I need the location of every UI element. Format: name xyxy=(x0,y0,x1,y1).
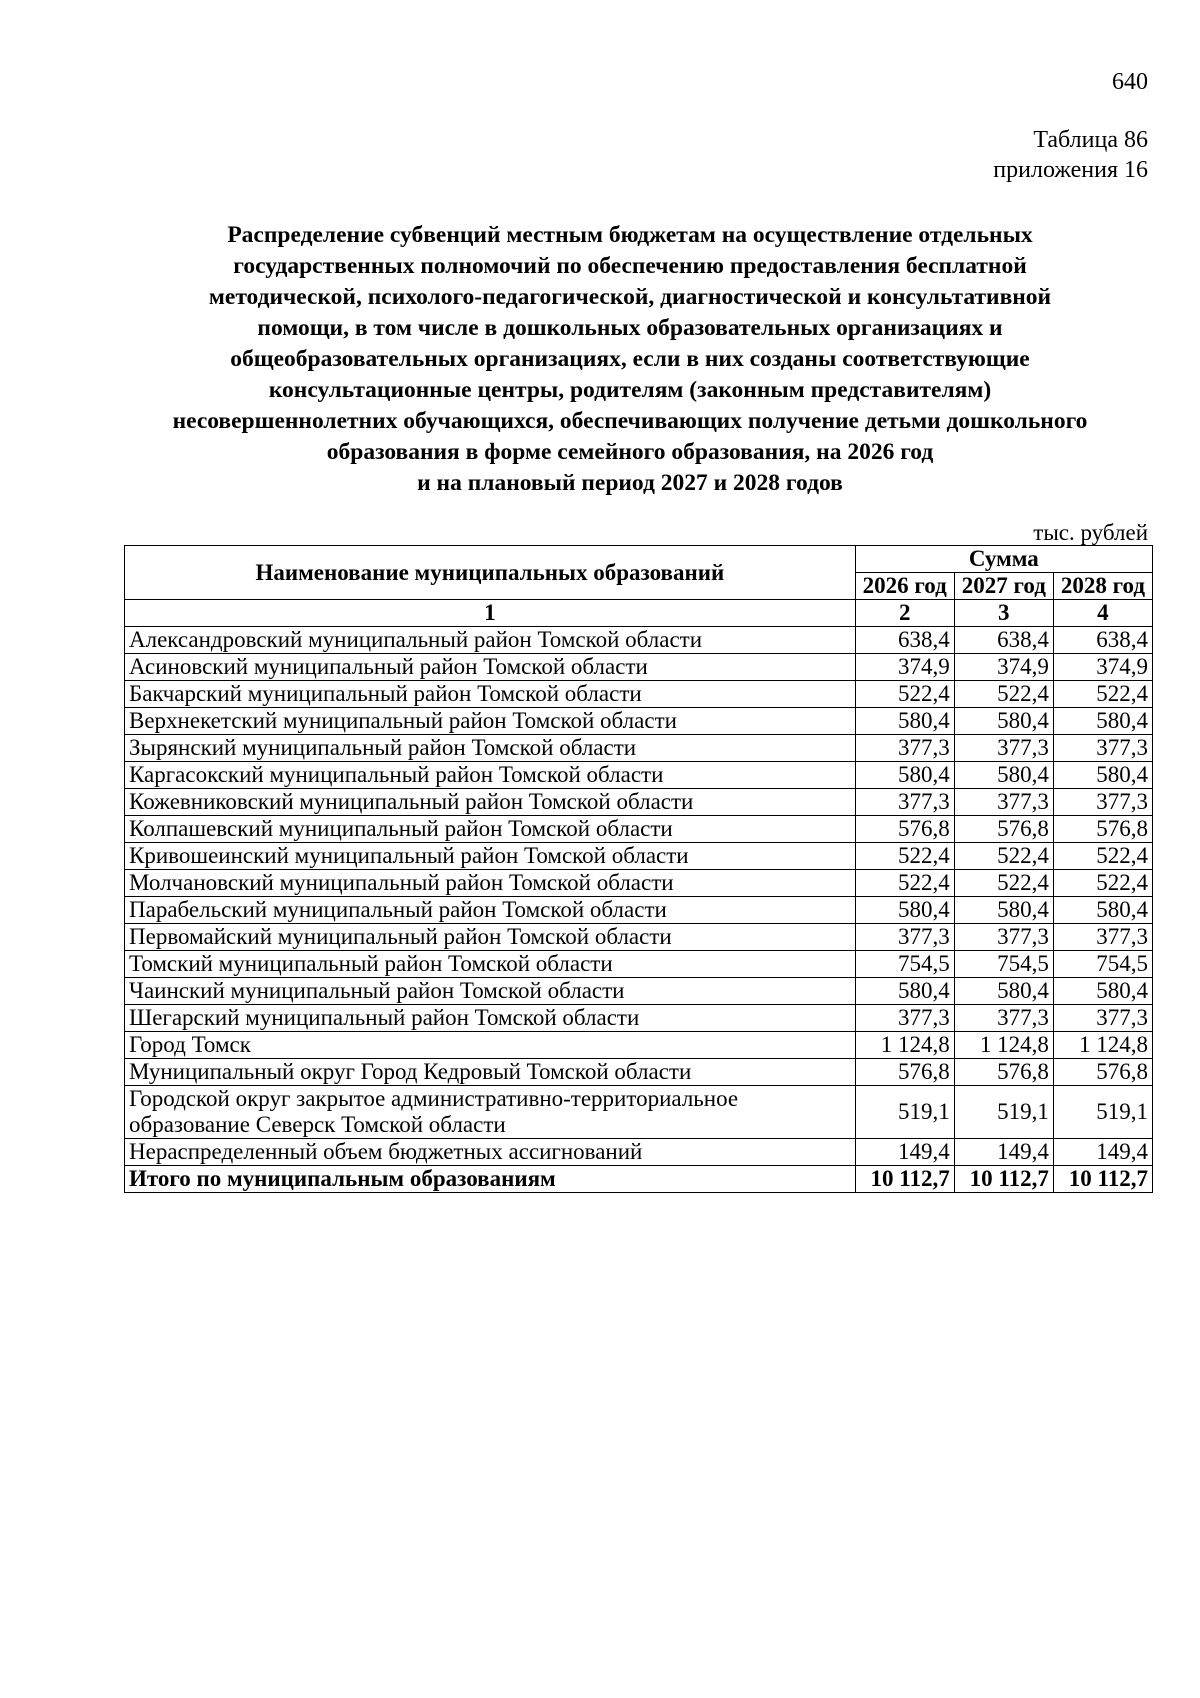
amount-2027: 580,4 xyxy=(954,762,1053,789)
amount-2027: 576,8 xyxy=(954,816,1053,843)
amount-2027: 519,1 xyxy=(954,1086,1053,1139)
table-reference xyxy=(993,125,1148,185)
amount-2028: 519,1 xyxy=(1053,1086,1152,1139)
amount-2026: 580,4 xyxy=(855,897,954,924)
amount-2026: 519,1 xyxy=(855,1086,954,1139)
table-row xyxy=(125,789,1153,816)
municipality-name: Колпашевский муниципальный район Томской области xyxy=(125,816,856,843)
total-row xyxy=(125,1166,1153,1193)
municipality-name: Бакчарский муниципальный район Томской области xyxy=(125,681,856,708)
municipality-name: Город Томск xyxy=(125,1032,856,1059)
municipality-name: Кривошеинский муниципальный район Томской области xyxy=(125,843,856,870)
column-number: 3 xyxy=(954,600,1053,627)
header-row xyxy=(125,546,1153,573)
amount-2026: 377,3 xyxy=(855,735,954,762)
amount-2028: 1 124,8 xyxy=(1053,1032,1152,1059)
column-number: 4 xyxy=(1053,600,1152,627)
table-row xyxy=(125,1086,1153,1139)
amount-2028: 580,4 xyxy=(1053,708,1152,735)
amount-2026: 576,8 xyxy=(855,816,954,843)
table-row xyxy=(125,1005,1153,1032)
amount-2028: 580,4 xyxy=(1053,762,1152,789)
amount-2026: 377,3 xyxy=(855,1005,954,1032)
amount-2027: 522,4 xyxy=(954,843,1053,870)
header-year: 2027 год xyxy=(954,573,1053,600)
amount-2027: 576,8 xyxy=(954,1059,1053,1086)
municipality-name: Нераспределенный объем бюджетных ассигнований xyxy=(125,1139,856,1166)
municipality-name: Томский муниципальный район Томской области xyxy=(125,951,856,978)
amount-2026: 522,4 xyxy=(855,870,954,897)
amount-2027: 377,3 xyxy=(954,789,1053,816)
municipality-name: Александровский муниципальный район Томской области xyxy=(125,627,856,654)
amount-2028: 377,3 xyxy=(1053,735,1152,762)
amount-2027: 374,9 xyxy=(954,654,1053,681)
municipality-name: Городской округ закрытое административно-территориальное образование Северск Томской области xyxy=(125,1086,856,1139)
total-label: Итого по муниципальным образованиям xyxy=(125,1166,856,1193)
appendix-number: приложения 16 xyxy=(993,157,1148,183)
amount-2026: 580,4 xyxy=(855,708,954,735)
total-2028: 10 112,7 xyxy=(1053,1166,1152,1193)
header-municipality: Наименование муниципальных образований xyxy=(125,546,856,600)
total-2027: 10 112,7 xyxy=(954,1166,1053,1193)
amount-2026: 522,4 xyxy=(855,681,954,708)
column-number: 2 xyxy=(855,600,954,627)
amount-2028: 522,4 xyxy=(1053,681,1152,708)
municipality-name: Молчановский муниципальный район Томской области xyxy=(125,870,856,897)
amount-2027: 638,4 xyxy=(954,627,1053,654)
page-number: 640 xyxy=(1112,69,1148,95)
table-row xyxy=(125,735,1153,762)
amount-2026: 580,4 xyxy=(855,978,954,1005)
amount-2027: 1 124,8 xyxy=(954,1032,1053,1059)
municipality-name: Асиновский муниципальный район Томской области xyxy=(125,654,856,681)
title-line: несовершеннолетних обучающихся, обеспечивающих получение детьми дошкольного xyxy=(172,408,1088,434)
municipality-name: Кожевниковский муниципальный район Томской области xyxy=(125,789,856,816)
title-line: и на плановый период 2027 и 2028 годов xyxy=(417,470,843,496)
amount-2027: 580,4 xyxy=(954,897,1053,924)
municipality-name: Зырянский муниципальный район Томской области xyxy=(125,735,856,762)
title-line: общеобразовательных организациях, если в них созданы соответствующие xyxy=(230,346,1030,372)
table-row xyxy=(125,681,1153,708)
amount-2028: 377,3 xyxy=(1053,789,1152,816)
amount-2028: 576,8 xyxy=(1053,816,1152,843)
title-line: консультационные центры, родителям (законным представителям) xyxy=(268,377,992,403)
document-title xyxy=(100,220,1160,499)
amount-2028: 580,4 xyxy=(1053,897,1152,924)
amount-2027: 377,3 xyxy=(954,1005,1053,1032)
amount-2027: 580,4 xyxy=(954,708,1053,735)
amount-2026: 374,9 xyxy=(855,654,954,681)
header-sum: Сумма xyxy=(855,546,1152,573)
title-line: государственных полномочий по обеспечению предоставления бесплатной xyxy=(233,253,1027,279)
table-number: Таблица 86 xyxy=(1033,127,1148,153)
amount-2028: 374,9 xyxy=(1053,654,1152,681)
table-row xyxy=(125,978,1153,1005)
amount-2027: 580,4 xyxy=(954,978,1053,1005)
amount-2028: 149,4 xyxy=(1053,1139,1152,1166)
title-line: Распределение субвенций местным бюджетам на осуществление отдельных xyxy=(227,222,1033,248)
table-row xyxy=(125,870,1153,897)
municipality-name: Каргасокский муниципальный район Томской области xyxy=(125,762,856,789)
amount-2026: 149,4 xyxy=(855,1139,954,1166)
column-number-row xyxy=(125,600,1153,627)
table-row xyxy=(125,951,1153,978)
amount-2026: 580,4 xyxy=(855,762,954,789)
amount-2026: 754,5 xyxy=(855,951,954,978)
table-row xyxy=(125,627,1153,654)
table-row xyxy=(125,708,1153,735)
table-row xyxy=(125,816,1153,843)
amount-2026: 1 124,8 xyxy=(855,1032,954,1059)
municipality-name: Верхнекетский муниципальный район Томской области xyxy=(125,708,856,735)
title-line: образования в форме семейного образования, на 2026 год xyxy=(326,439,934,465)
amount-2027: 754,5 xyxy=(954,951,1053,978)
table-row xyxy=(125,843,1153,870)
header-year: 2026 год xyxy=(855,573,954,600)
amount-2028: 576,8 xyxy=(1053,1059,1152,1086)
amount-2026: 638,4 xyxy=(855,627,954,654)
amount-2027: 522,4 xyxy=(954,681,1053,708)
total-2026: 10 112,7 xyxy=(855,1166,954,1193)
table-row xyxy=(125,1139,1153,1166)
amount-2026: 576,8 xyxy=(855,1059,954,1086)
municipality-name: Парабельский муниципальный район Томской области xyxy=(125,897,856,924)
amount-2027: 149,4 xyxy=(954,1139,1053,1166)
column-number: 1 xyxy=(125,600,856,627)
title-line: помощи, в том числе в дошкольных образовательных организациях и xyxy=(257,315,1003,341)
units-label: тыс. рублей xyxy=(1033,520,1148,545)
amount-2028: 377,3 xyxy=(1053,924,1152,951)
municipality-name: Чаинский муниципальный район Томской области xyxy=(125,978,856,1005)
amount-2027: 522,4 xyxy=(954,870,1053,897)
title-line: методической, психолого-педагогической, диагностической и консультативной xyxy=(208,284,1052,310)
amount-2028: 580,4 xyxy=(1053,978,1152,1005)
subvention-table xyxy=(124,545,1153,1193)
table-row xyxy=(125,762,1153,789)
amount-2026: 377,3 xyxy=(855,924,954,951)
municipality-name: Первомайский муниципальный район Томской области xyxy=(125,924,856,951)
amount-2026: 377,3 xyxy=(855,789,954,816)
table-row xyxy=(125,654,1153,681)
amount-2028: 377,3 xyxy=(1053,1005,1152,1032)
municipality-name: Муниципальный округ Город Кедровый Томской области xyxy=(125,1059,856,1086)
table-row xyxy=(125,897,1153,924)
amount-2028: 522,4 xyxy=(1053,843,1152,870)
table-row xyxy=(125,1059,1153,1086)
amount-2028: 522,4 xyxy=(1053,870,1152,897)
amount-2028: 638,4 xyxy=(1053,627,1152,654)
amount-2026: 522,4 xyxy=(855,843,954,870)
amount-2028: 754,5 xyxy=(1053,951,1152,978)
municipality-name: Шегарский муниципальный район Томской области xyxy=(125,1005,856,1032)
header-year: 2028 год xyxy=(1053,573,1152,600)
table-row xyxy=(125,1032,1153,1059)
amount-2027: 377,3 xyxy=(954,924,1053,951)
table-row xyxy=(125,924,1153,951)
amount-2027: 377,3 xyxy=(954,735,1053,762)
